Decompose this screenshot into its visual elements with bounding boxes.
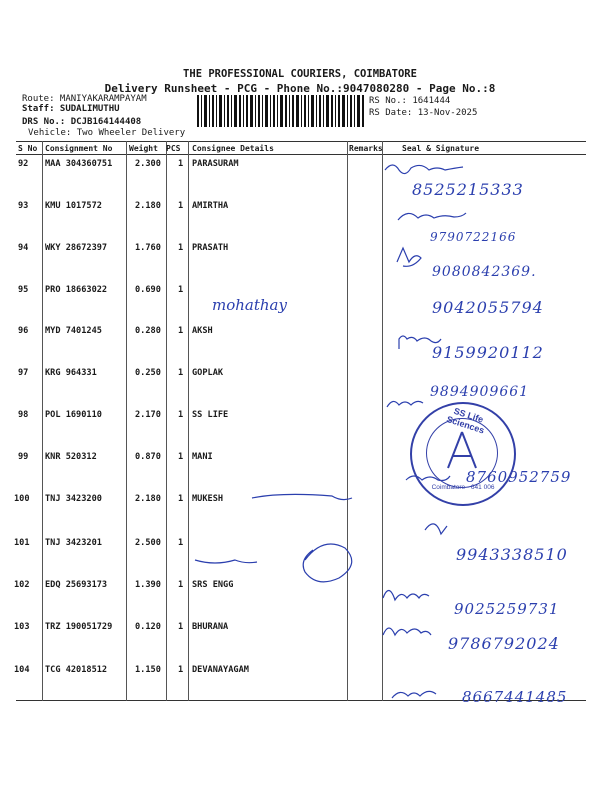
route-label: Route: MANIYAKARAMPAYAM [22, 94, 147, 104]
col-header-sno: S No [18, 144, 38, 153]
rs-number: RS No.: 1641444 [369, 96, 451, 106]
row-consignment: EDQ 25693173 [45, 580, 108, 590]
row-sno: 97 [18, 368, 29, 378]
row-weight: 2.300 [135, 159, 161, 169]
phone-96: 9159920112 [432, 343, 544, 362]
signature-93 [398, 213, 466, 220]
row-sno: 104 [14, 665, 30, 675]
row-consignee: SS LIFE [192, 410, 229, 420]
phone-93: 9790722166 [430, 230, 517, 244]
row-pcs: 1 [178, 452, 184, 462]
row-consignment: MYD 7401245 [45, 326, 102, 336]
row-pcs: 1 [178, 538, 184, 548]
row-pcs: 1 [178, 243, 184, 253]
signature-101-scribble [195, 544, 352, 582]
rs-date: RS Date: 13-Nov-2025 [369, 108, 478, 118]
row-sno: 96 [18, 326, 29, 336]
row-consignee: AMIRTHA [192, 201, 229, 211]
row-consignment: TRZ 190051729 [45, 622, 113, 632]
row-sno: 92 [18, 159, 29, 169]
phone-103: 9786792024 [448, 634, 560, 653]
row-consignment: KRG 964331 [45, 368, 97, 378]
company-title: THE PROFESSIONAL COURIERS, COIMBATORE [183, 68, 417, 80]
row-consignee: MUKESH [192, 494, 224, 504]
row-pcs: 1 [178, 326, 184, 336]
row-consignment: TCG 42018512 [45, 665, 108, 675]
row-consignee: PARASURAM [192, 159, 239, 169]
vehicle-label: Vehicle: Two Wheeler Delivery [28, 128, 186, 138]
row-consignee: DEVANAYAGAM [192, 665, 249, 675]
row-pcs: 1 [178, 580, 184, 590]
col-header-consignment: Consignment No [45, 144, 113, 153]
phone-95: 9042055794 [432, 298, 544, 317]
row-weight: 2.170 [135, 410, 161, 420]
row-pcs: 1 [178, 494, 184, 504]
runsheet-title: Delivery Runsheet - PCG - Phone No.:9047080280 - Page No.:8 [104, 82, 496, 95]
row-pcs: 1 [178, 368, 184, 378]
row-weight: 0.250 [135, 368, 161, 378]
row-weight: 2.180 [135, 494, 161, 504]
col-header-pcs: PCS [166, 144, 181, 153]
row-pcs: 1 [178, 410, 184, 420]
row-consignment: POL 1690110 [45, 410, 102, 420]
row-weight: 2.500 [135, 538, 161, 548]
signature-92 [385, 165, 463, 174]
phone-99: 8760952759 [466, 468, 572, 486]
seal-emblem [442, 428, 482, 472]
row-sno: 94 [18, 243, 29, 253]
col-header-seal: Seal & Signature [402, 144, 480, 153]
signature-104 [392, 691, 436, 698]
strike-100 [252, 494, 352, 499]
row-consignment: KNR 520312 [45, 452, 97, 462]
row-consignment: WKY 28672397 [45, 243, 108, 253]
row-weight: 0.280 [135, 326, 161, 336]
row-pcs: 1 [178, 285, 184, 295]
row-pcs: 1 [178, 201, 184, 211]
row-consignee: MANI [192, 452, 213, 462]
row-sno: 101 [14, 538, 30, 548]
row-consignee: BHURANA [192, 622, 229, 632]
row-pcs: 1 [178, 159, 184, 169]
row-consignee: PRASATH [192, 243, 229, 253]
row-weight: 0.870 [135, 452, 161, 462]
row-weight: 2.180 [135, 201, 161, 211]
row-pcs: 1 [178, 622, 184, 632]
row-weight: 1.760 [135, 243, 161, 253]
staff-label: Staff: SUDALIMUTHU [22, 104, 120, 114]
col-header-remarks: Remarks [349, 144, 383, 153]
signature-101 [425, 524, 447, 534]
phone-94: 9080842369. [432, 264, 537, 280]
row-consignment: TNJ 3423200 [45, 494, 102, 504]
row-weight: 1.150 [135, 665, 161, 675]
company-seal-stamp [410, 402, 516, 506]
row-consignee: SRS ENGG [192, 580, 234, 590]
row-consignee: GOPLAK [192, 368, 224, 378]
row-weight: 1.390 [135, 580, 161, 590]
row-consignee: AKSH [192, 326, 213, 336]
row-consignment: KMU 1017572 [45, 201, 102, 211]
row-sno: 95 [18, 285, 29, 295]
drs-number: DRS No.: DCJB164144408 [22, 117, 142, 127]
phone-102: 9025259731 [454, 600, 560, 618]
phone-104: 8667441485 [462, 688, 568, 706]
seal-city: Coimbatore - 641 006 [431, 484, 495, 491]
col-header-weight: Weight [129, 144, 158, 153]
phone-97: 9894909661 [430, 384, 530, 400]
signature-103 [383, 628, 431, 635]
phone-101: 9943338510 [456, 545, 568, 564]
phone-92: 8525215333 [412, 180, 524, 199]
row-sno: 100 [14, 494, 30, 504]
signature-102 [383, 590, 429, 600]
row-consignment: PRO 18663022 [45, 285, 108, 295]
row-sno: 93 [18, 201, 29, 211]
row-pcs: 1 [178, 665, 184, 675]
signature-94 [397, 248, 421, 266]
row-sno: 103 [14, 622, 30, 632]
row-sno: 102 [14, 580, 30, 590]
row-sno: 99 [18, 452, 29, 462]
row-weight: 0.120 [135, 622, 161, 632]
row-weight: 0.690 [135, 285, 161, 295]
row-consignment: TNJ 3423201 [45, 538, 102, 548]
handwritten-name-95: mohathay [212, 296, 287, 314]
row-consignment: MAA 304360751 [45, 159, 113, 169]
row-sno: 98 [18, 410, 29, 420]
col-header-consignee: Consignee Details [192, 144, 274, 153]
signature-97 [387, 401, 423, 407]
seal-company-name: SS Life Sciences [445, 405, 486, 436]
